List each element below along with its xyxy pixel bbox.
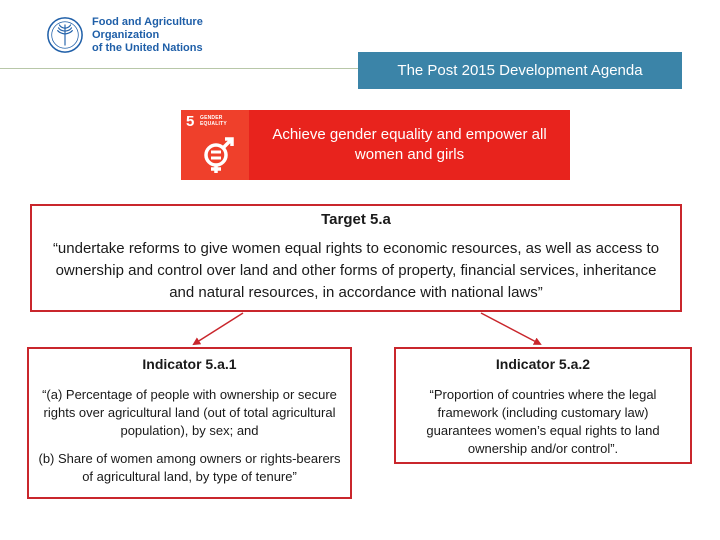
indicator-box-5a1 [27, 347, 352, 499]
banner-title: The Post 2015 Development Agenda [358, 52, 682, 89]
target-title: Target 5.a [321, 211, 391, 228]
sdg5-tile [181, 110, 251, 180]
target-box [30, 204, 682, 312]
indicator-paragraph: “(a) Percentage of people with ownership or secure rights over agricultural land (out of total agricultural population), by sex; and [42, 387, 337, 438]
indicator-paragraph: “Proportion of countries where the legal framework (including customary law) guarantees women’s equal rights to land ownership and/or control”. [426, 387, 660, 456]
fao-emblem-icon [46, 16, 84, 54]
sdg-number: 5 [186, 113, 195, 130]
indicator-paragraph: (b) Share of women among owners or rights-bearers of agricultural land, by type of tenure” [38, 451, 341, 484]
arrow-to-indicator-1 [194, 313, 243, 344]
target-text: “undertake reforms to give women equal rights to economic resources, as well as access to ownership and control over land and other forms of property, financial services, inheritance and natural resources, in accordance with national laws” [52, 240, 660, 301]
fao-logo [46, 14, 236, 56]
sdg-label-line1: GENDER [200, 115, 223, 121]
arrow-to-indicator-2 [481, 313, 540, 344]
gender-equality-icon [199, 134, 239, 174]
org-name-line2: of the United Nations [92, 41, 203, 54]
org-name-line1: Food and Agriculture Organization [92, 15, 203, 41]
goal-statement: Achieve gender equality and empower all women and girls [249, 110, 570, 180]
header-divider [0, 68, 358, 69]
sdg-label [200, 115, 227, 127]
indicator-title: Indicator 5.a.1 [142, 356, 237, 372]
sdg-label-line2: EQUALITY [200, 121, 227, 127]
indicator-title: Indicator 5.a.2 [495, 356, 591, 372]
indicator-box-5a2 [394, 347, 692, 464]
